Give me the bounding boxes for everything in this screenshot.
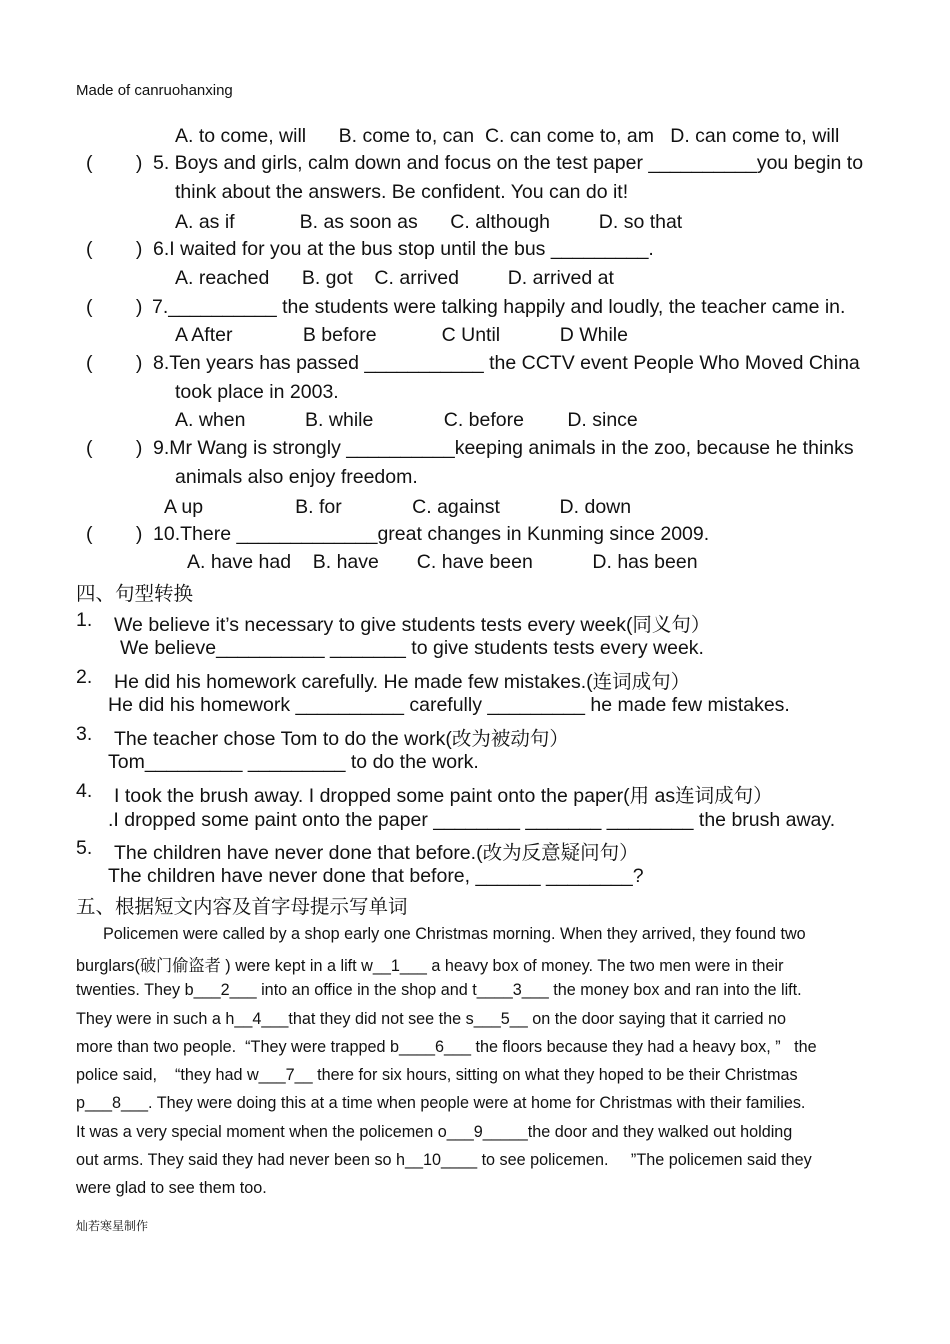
s4-item4-num: 4.: [76, 780, 93, 802]
q8-stem-cont: took place in 2003.: [175, 381, 339, 403]
q5-options: A. as if B. as soon as C. although D. so that: [175, 211, 683, 233]
q9-stem: 9.Mr Wang is strongly __________keeping animals in the zoo, because he thinks: [153, 437, 854, 459]
passage-line: twenties. They b___2___ into an office in the shop and t____3___ the money box and ran into the lift.: [76, 981, 802, 999]
s4-item3-num: 3.: [76, 723, 93, 745]
s4-item1-num: 1.: [76, 609, 93, 631]
q9-answer-paren: ( ): [86, 437, 143, 459]
q5-stem-cont: think about the answers. Be confident. You can do it!: [175, 181, 629, 203]
q10-stem: 10.There _____________great changes in Kunming since 2009.: [153, 523, 710, 545]
passage-line: police said, “they had w___7__ there for six hours, sitting on what they hoped to be their Christmas: [76, 1066, 798, 1084]
passage-line: out arms. They said they had never been so h__10____ to see policemen. ”The policemen said they: [76, 1151, 812, 1169]
q5-stem: 5. Boys and girls, calm down and focus on the test paper __________you begin to: [153, 152, 864, 174]
s4-item2-num: 2.: [76, 666, 93, 688]
q9-options: A up B. for C. against D. down: [164, 496, 632, 518]
page-footer: 灿若寒星制作: [76, 1219, 149, 1233]
q8-answer-paren: ( ): [86, 352, 143, 374]
q6-stem: 6.I waited for you at the bus stop until the bus _________.: [153, 238, 654, 260]
s4-item1-answer: We believe__________ _______ to give students tests every week.: [120, 637, 704, 659]
q10-answer-paren: ( ): [86, 523, 143, 545]
s4-item1-prompt: We believe it’s necessary to give students tests every week(同义句）: [114, 614, 711, 636]
s4-item3-prompt: The teacher chose Tom to do the work(改为被动句）: [114, 728, 569, 750]
q8-options: A. when B. while C. before D. since: [175, 409, 638, 431]
q7-answer-paren: ( ): [86, 296, 143, 318]
passage-line: Policemen were called by a shop early one Christmas morning. When they arrived, they found two: [76, 925, 806, 943]
passage-line: It was a very special moment when the policemen o___9_____the door and they walked out holding: [76, 1123, 793, 1141]
q7-options: A After B before C Until D While: [175, 324, 628, 346]
s4-item2-prompt: He did his homework carefully. He made few mistakes.(连词成句）: [114, 671, 691, 693]
section5-title: 五、根据短文内容及首字母提示写单词: [76, 895, 408, 918]
passage-line: p___8___. They were doing this at a time when people were at home for Christmas with their families.: [76, 1094, 806, 1112]
s4-item4-prompt: I took the brush away. I dropped some paint onto the paper(用 as连词成句）: [114, 785, 773, 807]
s4-item5-prompt: The children have never done that before.(改为反意疑问句）: [114, 842, 639, 864]
q4-options: A. to come, will B. come to, can C. can come to, am D. can come to, will: [175, 125, 840, 147]
passage-line: more than two people. “They were trapped b____6___ the floors because they had a heavy box, ” the: [76, 1038, 817, 1056]
section4-title: 四、句型转换: [76, 582, 194, 605]
passage-line: They were in such a h__4___that they did not see the s___5__ on the door saying that it carried no: [76, 1010, 787, 1028]
q10-options: A. have had B. have C. have been D. has been: [187, 551, 698, 573]
s4-item2-answer: He did his homework __________ carefully _________ he made few mistakes.: [108, 694, 790, 716]
q9-stem-cont: animals also enjoy freedom.: [175, 466, 418, 488]
s4-item5-num: 5.: [76, 837, 93, 859]
page-header: Made of canruohanxing: [76, 82, 233, 99]
q8-stem: 8.Ten years has passed ___________ the CCTV event People Who Moved China: [153, 352, 860, 374]
q5-answer-paren: ( ): [86, 152, 143, 174]
s4-item3-answer: Tom_________ _________ to do the work.: [108, 751, 479, 773]
q6-answer-paren: ( ): [86, 238, 143, 260]
passage-line: were glad to see them too.: [76, 1179, 267, 1197]
s4-item5-answer: The children have never done that before, ______ ________?: [108, 865, 644, 887]
s4-item4-answer: .I dropped some paint onto the paper ________ _______ ________ the brush away.: [108, 809, 836, 831]
q7-stem: 7.__________ the students were talking happily and loudly, the teacher came in.: [152, 296, 846, 318]
q6-options: A. reached B. got C. arrived D. arrived at: [175, 267, 614, 289]
passage-line: burglars(破门偷盗者 ) were kept in a lift w__1___ a heavy box of money. The two men were in their: [76, 957, 784, 975]
